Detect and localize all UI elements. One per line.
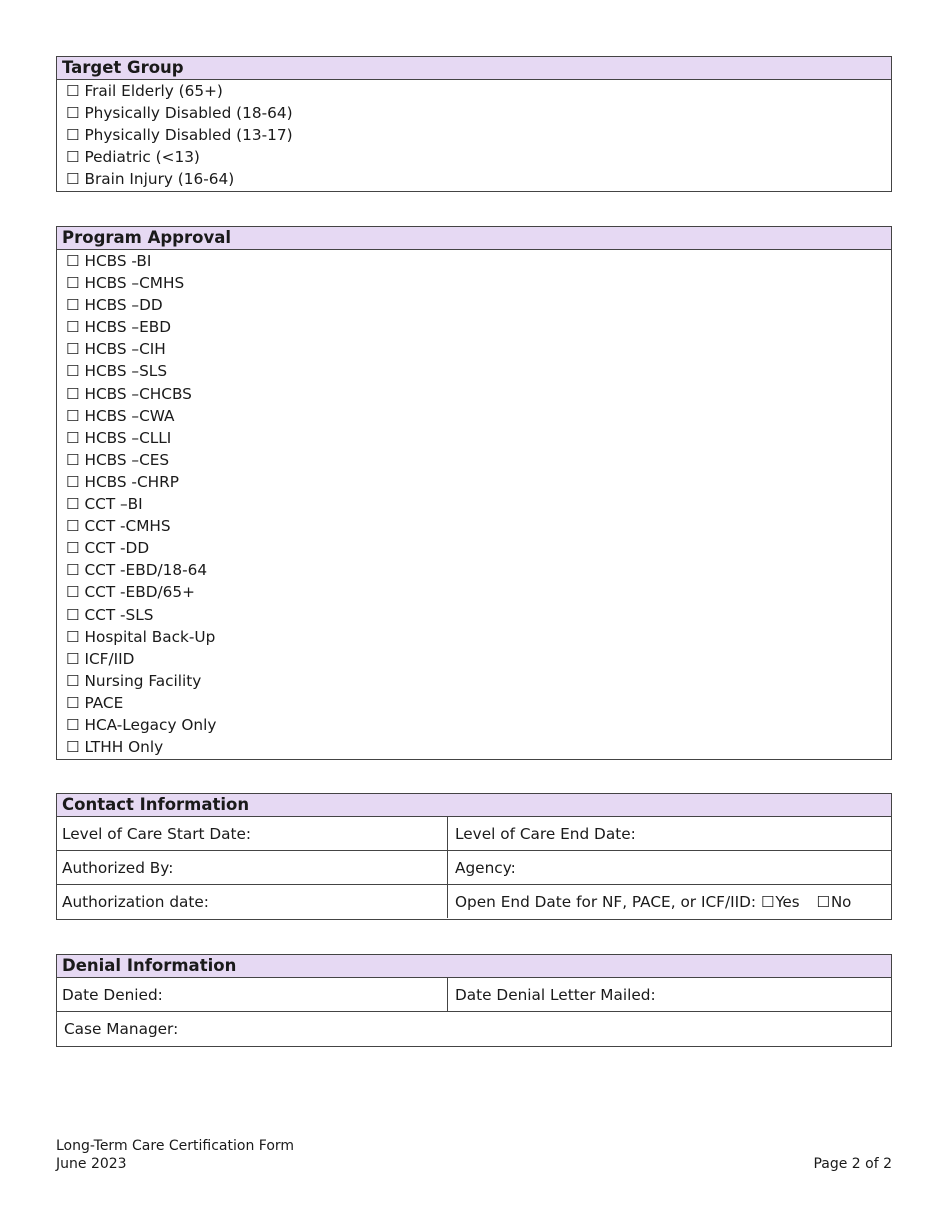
denial-information-title: Denial Information — [57, 955, 891, 978]
checkbox-icon[interactable]: ☐ — [66, 495, 80, 514]
program-item[interactable]: ☐ CCT –BI — [66, 495, 143, 514]
no-option[interactable]: ☐No — [816, 893, 852, 911]
target-group-item[interactable]: ☐ Pediatric (<13) — [66, 148, 200, 167]
program-item[interactable]: ☐ HCBS –CIH — [66, 340, 166, 359]
contact-row — [57, 851, 891, 885]
target-group-title: Target Group — [57, 57, 891, 80]
denial-row — [57, 1012, 891, 1045]
program-approval-section — [56, 226, 892, 760]
checkbox-icon[interactable]: ☐ — [66, 583, 80, 602]
target-group-item[interactable]: ☐ Physically Disabled (13-17) — [66, 126, 293, 145]
case-manager-field[interactable]: Case Manager: — [64, 1020, 179, 1038]
agency-field[interactable]: Agency: — [455, 859, 516, 877]
checkbox-icon[interactable]: ☐ — [66, 627, 80, 646]
authorized-by-field[interactable]: Authorized By: — [57, 851, 448, 884]
program-item[interactable]: ☐ HCBS –CES — [66, 450, 170, 469]
program-item[interactable]: ☐ HCBS –CMHS — [66, 274, 185, 293]
program-item[interactable]: ☐ HCBS -BI — [66, 252, 152, 270]
checkbox-icon[interactable]: ☐ — [66, 738, 80, 757]
checkbox-icon[interactable]: ☐ — [66, 406, 80, 425]
checkbox-icon[interactable]: ☐ — [66, 428, 80, 447]
checkbox-icon[interactable]: ☐ — [66, 693, 80, 712]
program-item[interactable]: ☐ Nursing Facility — [66, 671, 202, 690]
checkbox-icon[interactable]: ☐ — [66, 318, 80, 337]
program-item[interactable]: ☐ LTHH Only — [66, 738, 164, 757]
date-denial-letter-field[interactable]: Date Denial Letter Mailed: — [455, 986, 656, 1004]
checkbox-icon[interactable]: ☐ — [66, 104, 80, 123]
program-approval-list — [57, 250, 891, 758]
checkbox-icon[interactable]: ☐ — [66, 561, 80, 580]
date-denied-field[interactable]: Date Denied: — [57, 978, 448, 1011]
checkbox-icon[interactable]: ☐ — [66, 340, 80, 359]
checkbox-icon[interactable]: ☐ — [66, 671, 80, 690]
target-group-item[interactable]: ☐ Frail Elderly (65+) — [66, 82, 223, 100]
footer-page-number: Page 2 of 2 — [813, 1156, 892, 1172]
contact-information-title: Contact Information — [57, 794, 891, 817]
program-item[interactable]: ☐ HCBS -CHRP — [66, 472, 179, 491]
open-end-date-field: Open End Date for NF, PACE, or ICF/IID: ☐Yes ☐No — [455, 893, 852, 911]
checkbox-icon[interactable]: ☐ — [760, 893, 775, 911]
checkbox-icon[interactable]: ☐ — [66, 148, 80, 167]
program-item[interactable]: ☐ HCBS –DD — [66, 296, 163, 315]
program-item[interactable]: ☐ HCBS –CLLI — [66, 428, 172, 447]
target-group-list — [57, 80, 891, 190]
program-item[interactable]: ☐ ICF/IID — [66, 649, 135, 668]
program-approval-title: Program Approval — [57, 227, 891, 250]
program-item[interactable]: ☐ HCBS –EBD — [66, 318, 172, 337]
checkbox-icon[interactable]: ☐ — [66, 82, 80, 100]
program-item[interactable]: ☐ PACE — [66, 693, 124, 712]
contact-row — [57, 885, 891, 918]
program-item[interactable]: ☐ HCBS –CWA — [66, 406, 175, 425]
checkbox-icon[interactable]: ☐ — [66, 274, 80, 293]
checkbox-icon[interactable]: ☐ — [66, 296, 80, 315]
checkbox-icon[interactable]: ☐ — [66, 715, 80, 734]
target-group-section — [56, 56, 892, 192]
checkbox-icon[interactable]: ☐ — [66, 517, 80, 536]
footer-date: June 2023 — [56, 1156, 127, 1172]
program-item[interactable]: ☐ CCT -CMHS — [66, 517, 171, 536]
yes-option[interactable]: ☐Yes — [760, 893, 800, 911]
checkbox-icon[interactable]: ☐ — [66, 472, 80, 491]
program-item[interactable]: ☐ HCBS –CHCBS — [66, 384, 192, 403]
denial-row — [57, 978, 891, 1012]
checkbox-icon[interactable]: ☐ — [816, 893, 830, 911]
program-item[interactable]: ☐ HCA-Legacy Only — [66, 715, 217, 734]
checkbox-icon[interactable]: ☐ — [66, 362, 80, 381]
program-item[interactable]: ☐ HCBS –SLS — [66, 362, 168, 381]
loc-end-date-field[interactable]: Level of Care End Date: — [455, 825, 636, 843]
contact-information-section — [56, 793, 892, 920]
denial-information-section — [56, 954, 892, 1047]
contact-row — [57, 817, 891, 851]
checkbox-icon[interactable]: ☐ — [66, 539, 80, 558]
checkbox-icon[interactable]: ☐ — [66, 384, 80, 403]
checkbox-icon[interactable]: ☐ — [66, 170, 80, 189]
program-item[interactable]: ☐ CCT -DD — [66, 539, 150, 558]
loc-start-date-field[interactable]: Level of Care Start Date: — [57, 817, 448, 850]
program-item[interactable]: ☐ Hospital Back-Up — [66, 627, 216, 646]
program-item[interactable]: ☐ CCT -SLS — [66, 605, 154, 624]
authorization-date-field[interactable]: Authorization date: — [57, 885, 448, 918]
checkbox-icon[interactable]: ☐ — [66, 605, 80, 624]
target-group-item[interactable]: ☐ Physically Disabled (18-64) — [66, 104, 293, 123]
checkbox-icon[interactable]: ☐ — [66, 252, 80, 270]
target-group-item[interactable]: ☐ Brain Injury (16-64) — [66, 170, 235, 189]
checkbox-icon[interactable]: ☐ — [66, 126, 80, 145]
program-item[interactable]: ☐ CCT -EBD/65+ — [66, 583, 195, 602]
footer-form-name: Long-Term Care Certification Form — [56, 1138, 295, 1154]
footer-form-info — [56, 1137, 294, 1173]
checkbox-icon[interactable]: ☐ — [66, 649, 80, 668]
checkbox-icon[interactable]: ☐ — [66, 450, 80, 469]
program-item[interactable]: ☐ CCT -EBD/18-64 — [66, 561, 208, 580]
